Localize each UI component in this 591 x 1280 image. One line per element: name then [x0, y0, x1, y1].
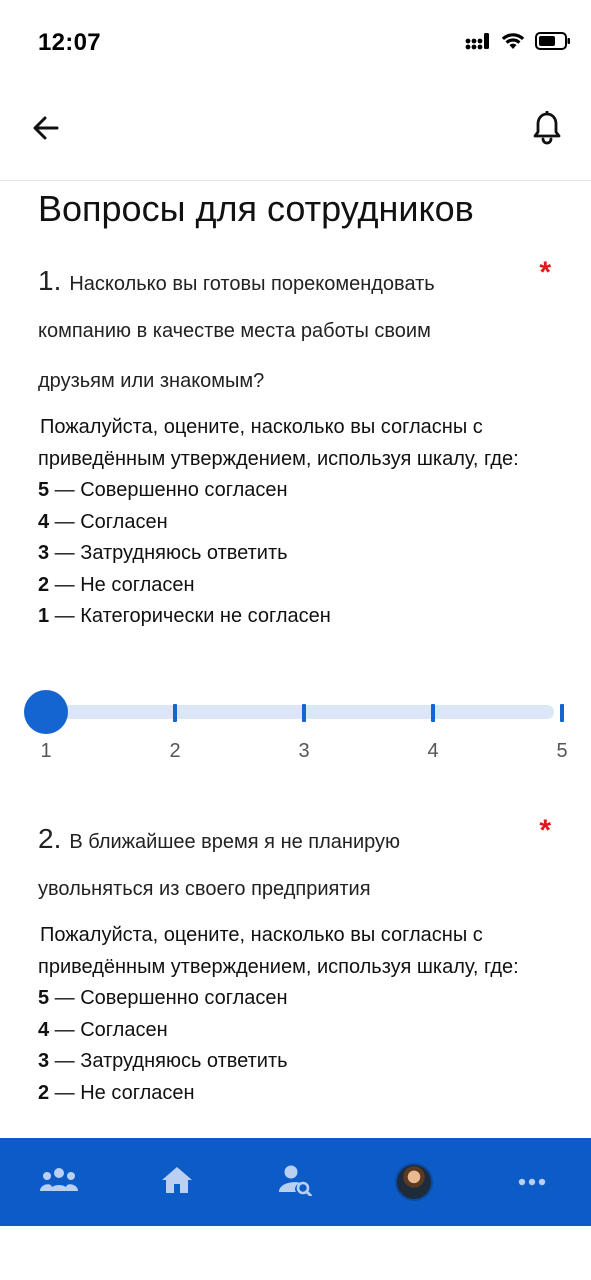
nav-more[interactable]: [492, 1138, 572, 1226]
signal-icon: [465, 32, 491, 55]
scale-row: 2 — Не согласен: [38, 573, 195, 596]
app-header: [0, 88, 591, 181]
home-icon: [161, 1165, 193, 1200]
question-1: [0, 256, 591, 633]
status-icons: [465, 32, 571, 55]
scale-row: 5 — Совершенно согласен: [38, 479, 288, 501]
more-icon: [518, 1173, 546, 1191]
question-number: 1.: [38, 265, 62, 296]
scale-row: 3 — Затрудняюсь ответить: [38, 542, 288, 564]
rating-slider[interactable]: [24, 690, 570, 780]
question-description: [0, 412, 591, 633]
question-description: [0, 920, 591, 1109]
scale-row: 4 — Согласен: [38, 1018, 168, 1041]
user-search-icon: [278, 1164, 312, 1201]
scale-row: 4 — Согласен: [38, 510, 168, 533]
battery-icon: [535, 32, 571, 55]
avatar: [395, 1163, 433, 1201]
slider-label: 1: [40, 740, 52, 762]
question-text-line: друзьям или знакомым?: [38, 370, 265, 392]
nav-user-search[interactable]: [255, 1138, 335, 1226]
team-icon: [39, 1167, 79, 1198]
slider-tick: [560, 704, 564, 722]
slider-tick: [173, 704, 177, 722]
scale-row: 1 — Категорически не согласен: [38, 605, 331, 627]
nav-home[interactable]: [137, 1138, 217, 1226]
question-header: [0, 814, 591, 914]
home-indicator-area: [0, 1226, 591, 1280]
status-time: 12:07: [38, 29, 101, 56]
description-text: Пожалуйста, оцените, насколько вы согласны с приведённым утверждением, используя шкалу, где:: [38, 416, 519, 470]
nav-profile[interactable]: [374, 1138, 454, 1226]
question-header: [0, 256, 591, 406]
question-text-line: компанию в качестве места работы своим: [38, 320, 431, 342]
slider-thumb[interactable]: [24, 690, 68, 734]
back-button[interactable]: [28, 110, 64, 150]
slider-label: 5: [556, 740, 568, 762]
scale-row: 3 — Затрудняюсь ответить: [38, 1050, 288, 1072]
wifi-icon: [501, 32, 525, 55]
slider-label: 3: [298, 740, 310, 762]
status-bar: [0, 0, 591, 88]
slider-tick: [302, 704, 306, 722]
question-text-line: 2. В ближайшее время я не планирую: [38, 823, 401, 854]
arrow-left-icon: [31, 113, 61, 148]
scale-row: 2 — Не согласен: [38, 1081, 195, 1104]
slider-label: 4: [427, 740, 439, 762]
scale-row: 5 — Совершенно согласен: [38, 987, 288, 1009]
question-2: [0, 814, 591, 1109]
required-mark: *: [539, 814, 551, 847]
nav-team[interactable]: [19, 1138, 99, 1226]
slider-tick: [431, 704, 435, 722]
bell-icon: [532, 111, 562, 150]
slider-track[interactable]: [40, 705, 554, 719]
question-text-line: увольняться из своего предприятия: [38, 878, 371, 900]
required-mark: *: [539, 256, 551, 289]
description-text: Пожалуйста, оцените, насколько вы согласны с приведённым утверждением, используя шкалу, где:: [38, 924, 519, 978]
question-number: 2.: [38, 823, 62, 854]
notifications-button[interactable]: [529, 110, 565, 150]
slider-label: 2: [169, 740, 181, 762]
bottom-navigation: [0, 1138, 591, 1226]
question-text-line: 1. Насколько вы готовы порекомендовать: [38, 265, 435, 296]
survey-content[interactable]: [0, 182, 591, 1138]
page-title: Вопросы для сотрудников: [38, 188, 474, 229]
